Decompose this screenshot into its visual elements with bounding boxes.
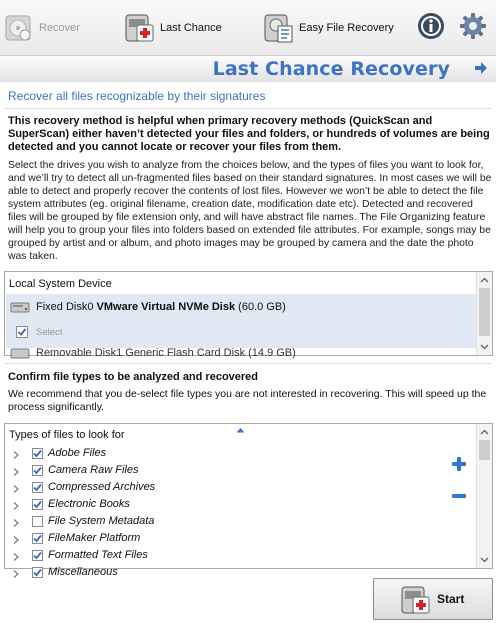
arrow-right-icon[interactable]	[474, 61, 488, 75]
last-chance-label: Last Chance	[160, 22, 222, 34]
expand-arrow-icon[interactable]	[13, 484, 19, 492]
file-type-label: Camera Raw Files	[48, 464, 139, 476]
device-list-header: Local System Device	[9, 278, 112, 290]
divider	[4, 108, 492, 109]
expand-arrow-icon[interactable]	[13, 569, 19, 577]
file-type-label: Adobe Files	[48, 447, 107, 459]
divider	[4, 363, 492, 364]
info-icon[interactable]	[417, 12, 445, 40]
last-chance-button[interactable]	[124, 9, 222, 47]
recover-button[interactable]	[3, 9, 80, 47]
scroll-down-icon[interactable]	[480, 342, 489, 351]
toolbar	[0, 0, 496, 56]
intro-bold-paragraph: This recovery method is helpful when primary recovery methods (QuickScan and SuperScan) either haven’t detected your files and folders, or hundreds of volumes are being detected and you cannot locate or recover your files from them.	[8, 115, 490, 153]
main-content	[0, 82, 496, 623]
expand-arrow-icon[interactable]	[13, 535, 19, 543]
file-type-label: Compressed Archives	[48, 481, 156, 493]
tree-item[interactable]	[5, 480, 445, 496]
expand-all-button[interactable]	[451, 456, 467, 472]
device-select-checkbox[interactable]	[16, 326, 28, 338]
device-row[interactable]	[6, 294, 476, 348]
expand-arrow-icon[interactable]	[13, 467, 19, 475]
easy-file-recovery-button[interactable]	[263, 9, 394, 47]
last-chance-icon	[124, 12, 156, 44]
start-button[interactable]	[373, 578, 493, 620]
file-type-checkbox[interactable]	[32, 499, 43, 510]
start-label: Start	[437, 592, 465, 606]
hard-disk-icon	[10, 299, 30, 315]
file-types-tree[interactable]	[4, 423, 493, 578]
expand-arrow-icon[interactable]	[13, 501, 19, 509]
intro-paragraph: Select the drives you wish to analyze from the choices below, and the types of files you want to look for, and we’ll try to detect all un-fragmented files based on their standard signatures. In most cases we will be able to detect and properly recover the contents of lost files. However we won’t be able to detect the file system attributes (eg. original filename, creation date, modification date etc). Detected and recovered files will be grouped by file extension only, and will have abstract file names. The File Organizing feature will help you to group your files into folders based on extended file attributes. For example, songs may be grouped by artist and or album, and photo images may be grouped by camera and the date the photo was taken.	[8, 160, 492, 262]
file-type-checkbox[interactable]	[32, 567, 43, 578]
device-row[interactable]	[6, 349, 476, 363]
confirm-description: We recommend that you de-select file types you are not interested in recovering. This will speed up the process significantly.	[8, 388, 487, 413]
file-type-checkbox[interactable]	[32, 465, 43, 476]
device-label: Fixed Disk0 VMware Virtual NVMe Disk (60.0 GB)	[36, 301, 286, 313]
file-type-label: File System Metadata	[48, 515, 155, 527]
file-type-checkbox[interactable]	[32, 533, 43, 544]
collapse-all-button[interactable]	[451, 488, 467, 504]
removable-disk-icon	[10, 345, 30, 364]
tree-item[interactable]	[5, 497, 445, 513]
sort-caret-icon	[236, 424, 245, 430]
page-header	[0, 56, 496, 82]
tree-item[interactable]	[5, 548, 445, 564]
file-type-checkbox[interactable]	[32, 482, 43, 493]
file-types-header: Types of files to look for	[9, 429, 125, 441]
expand-arrow-icon[interactable]	[13, 552, 19, 560]
gear-icon[interactable]	[459, 12, 487, 40]
file-type-label: FileMaker Platform	[48, 532, 141, 544]
easy-recovery-icon	[263, 12, 295, 44]
confirm-title: Confirm file types to be analyzed and recovered	[8, 371, 259, 383]
file-type-label: Formatted Text Files	[48, 549, 148, 561]
device-select-label: Select	[36, 327, 63, 338]
file-type-checkbox[interactable]	[32, 516, 43, 527]
file-type-label: Miscellaneous	[48, 566, 118, 578]
tree-item[interactable]	[5, 446, 445, 462]
easy-file-recovery-label: Easy File Recovery	[299, 22, 394, 34]
file-types-scrollbar[interactable]	[476, 424, 492, 568]
page-title: Last Chance Recovery	[212, 58, 450, 80]
device-list[interactable]	[4, 271, 493, 359]
file-type-checkbox[interactable]	[32, 550, 43, 561]
file-type-label: Electronic Books	[48, 498, 130, 510]
scroll-up-icon[interactable]	[480, 428, 489, 437]
expand-arrow-icon[interactable]	[13, 450, 19, 458]
start-icon	[400, 584, 432, 616]
device-label: Removable Disk1 Generic Flash Card Disk (14.9 GB)	[36, 347, 296, 359]
expand-arrow-icon[interactable]	[13, 518, 19, 526]
file-type-checkbox[interactable]	[32, 448, 43, 459]
disk-recover-icon	[3, 12, 35, 44]
scroll-up-icon[interactable]	[480, 276, 489, 285]
subtitle: Recover all files recognizable by their signatures	[8, 89, 266, 103]
scroll-down-icon[interactable]	[480, 555, 489, 564]
tree-item[interactable]	[5, 514, 445, 530]
recover-label: Recover	[39, 22, 80, 34]
tree-item[interactable]	[5, 531, 445, 547]
scroll-thumb[interactable]	[479, 440, 490, 460]
scroll-thumb[interactable]	[479, 288, 490, 336]
device-list-scrollbar[interactable]	[476, 272, 492, 355]
tree-item[interactable]	[5, 463, 445, 479]
